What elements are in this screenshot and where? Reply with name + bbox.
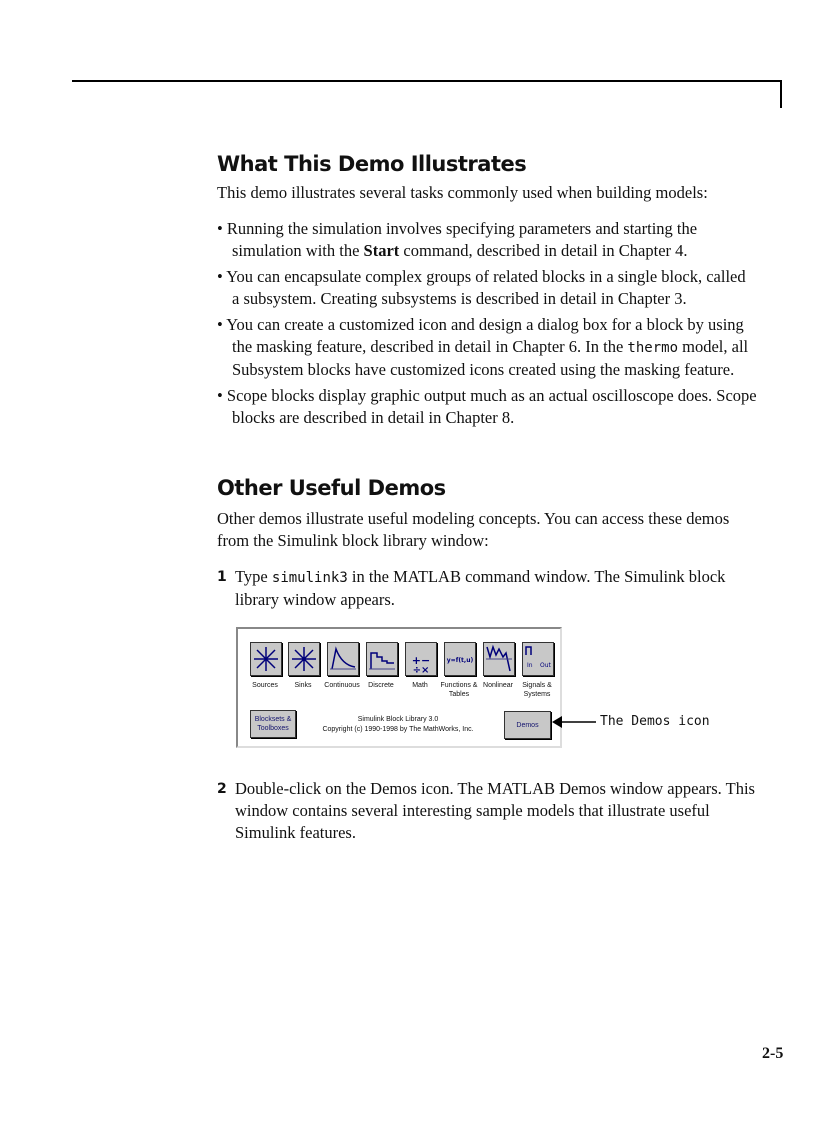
nonlinear-icon — [484, 643, 514, 675]
list-item: • You can encapsulate complex groups of related blocks in a single block, called a subsystem. Creating subsystems is described in detail in Chapter 3. — [217, 266, 757, 310]
block-label: Nonlinear — [483, 682, 513, 689]
block-label: Continuous — [324, 682, 360, 689]
list-item: • You can create a customized icon and design a dialog box for a block by using the masking feature, described in detail in Chapter 6. In the thermo model, all Subsystem blocks have customized icons created using the masking feature. — [217, 314, 757, 381]
block-label: Functions & Tables — [440, 682, 478, 698]
function-icon — [445, 643, 475, 675]
signals-block[interactable] — [522, 642, 554, 676]
demos-button[interactable]: Demos — [504, 711, 551, 739]
list-item: • Scope blocks display graphic output much as an actual oscilloscope does. Scope blocks are described in detail in Chapter 8. — [217, 385, 757, 429]
svg-text:+−: +− — [411, 654, 431, 667]
section-heading: Other Useful Demos — [217, 476, 446, 500]
math-icon — [406, 643, 436, 675]
svg-text:÷×: ÷× — [412, 665, 430, 675]
svg-text:y=f(t,u): y=f(t,u) — [446, 657, 474, 664]
svg-text:In: In — [527, 662, 533, 669]
block-label: Discrete — [368, 682, 394, 689]
copyright: Copyright (c) 1990-1998 by The MathWorks, Inc. — [322, 726, 474, 733]
paragraph: Other demos illustrate useful modeling concepts. You can access these demos from the Simulink block library window: — [217, 509, 730, 550]
signals-icon — [523, 643, 553, 675]
simulink-library-screenshot — [236, 627, 562, 748]
nonlinear-block[interactable] — [483, 642, 515, 676]
block-label: Sources — [252, 682, 278, 689]
continuous-icon — [328, 643, 358, 675]
header-rule-tick — [780, 80, 782, 108]
sinks-block[interactable] — [288, 642, 320, 676]
header-rule — [72, 80, 782, 82]
functions-block[interactable] — [444, 642, 476, 676]
sources-icon — [251, 643, 281, 675]
library-info — [318, 715, 478, 735]
sources-block[interactable] — [250, 642, 282, 676]
list-item: • Running the simulation involves specifying parameters and starting the simulation with the Start command, described in detail in Chapter 4. — [217, 218, 757, 262]
blocksets-toolboxes-button[interactable]: Blocksets & Toolboxes — [250, 710, 296, 738]
block-label: Math — [412, 682, 428, 689]
block-label: Sinks — [294, 682, 312, 689]
sinks-icon — [289, 643, 319, 675]
block-label: Signals & Systems — [522, 682, 552, 698]
figure-callout: The Demos icon — [600, 714, 710, 729]
discrete-icon — [367, 643, 397, 675]
paragraph: This demo illustrates several tasks commonly used when building models: — [217, 183, 708, 202]
step-1: 1 Type simulink3 in the MATLAB command window. The Simulink block library window appears. — [217, 567, 726, 609]
discrete-block[interactable] — [366, 642, 398, 676]
library-title: Simulink Block Library 3.0 — [357, 716, 439, 723]
continuous-block[interactable] — [327, 642, 359, 676]
math-block[interactable] — [405, 642, 437, 676]
arrow-icon — [552, 715, 598, 729]
svg-text:Out: Out — [540, 662, 551, 669]
section-heading: What This Demo Illustrates — [217, 152, 527, 176]
step-2: 2 Double-click on the Demos icon. The MATLAB Demos window appears. This window contains several interesting sample models that illustrate useful Simulink features. — [217, 779, 755, 842]
bullet-list — [217, 218, 757, 433]
page-number: 2-5 — [762, 1045, 784, 1062]
